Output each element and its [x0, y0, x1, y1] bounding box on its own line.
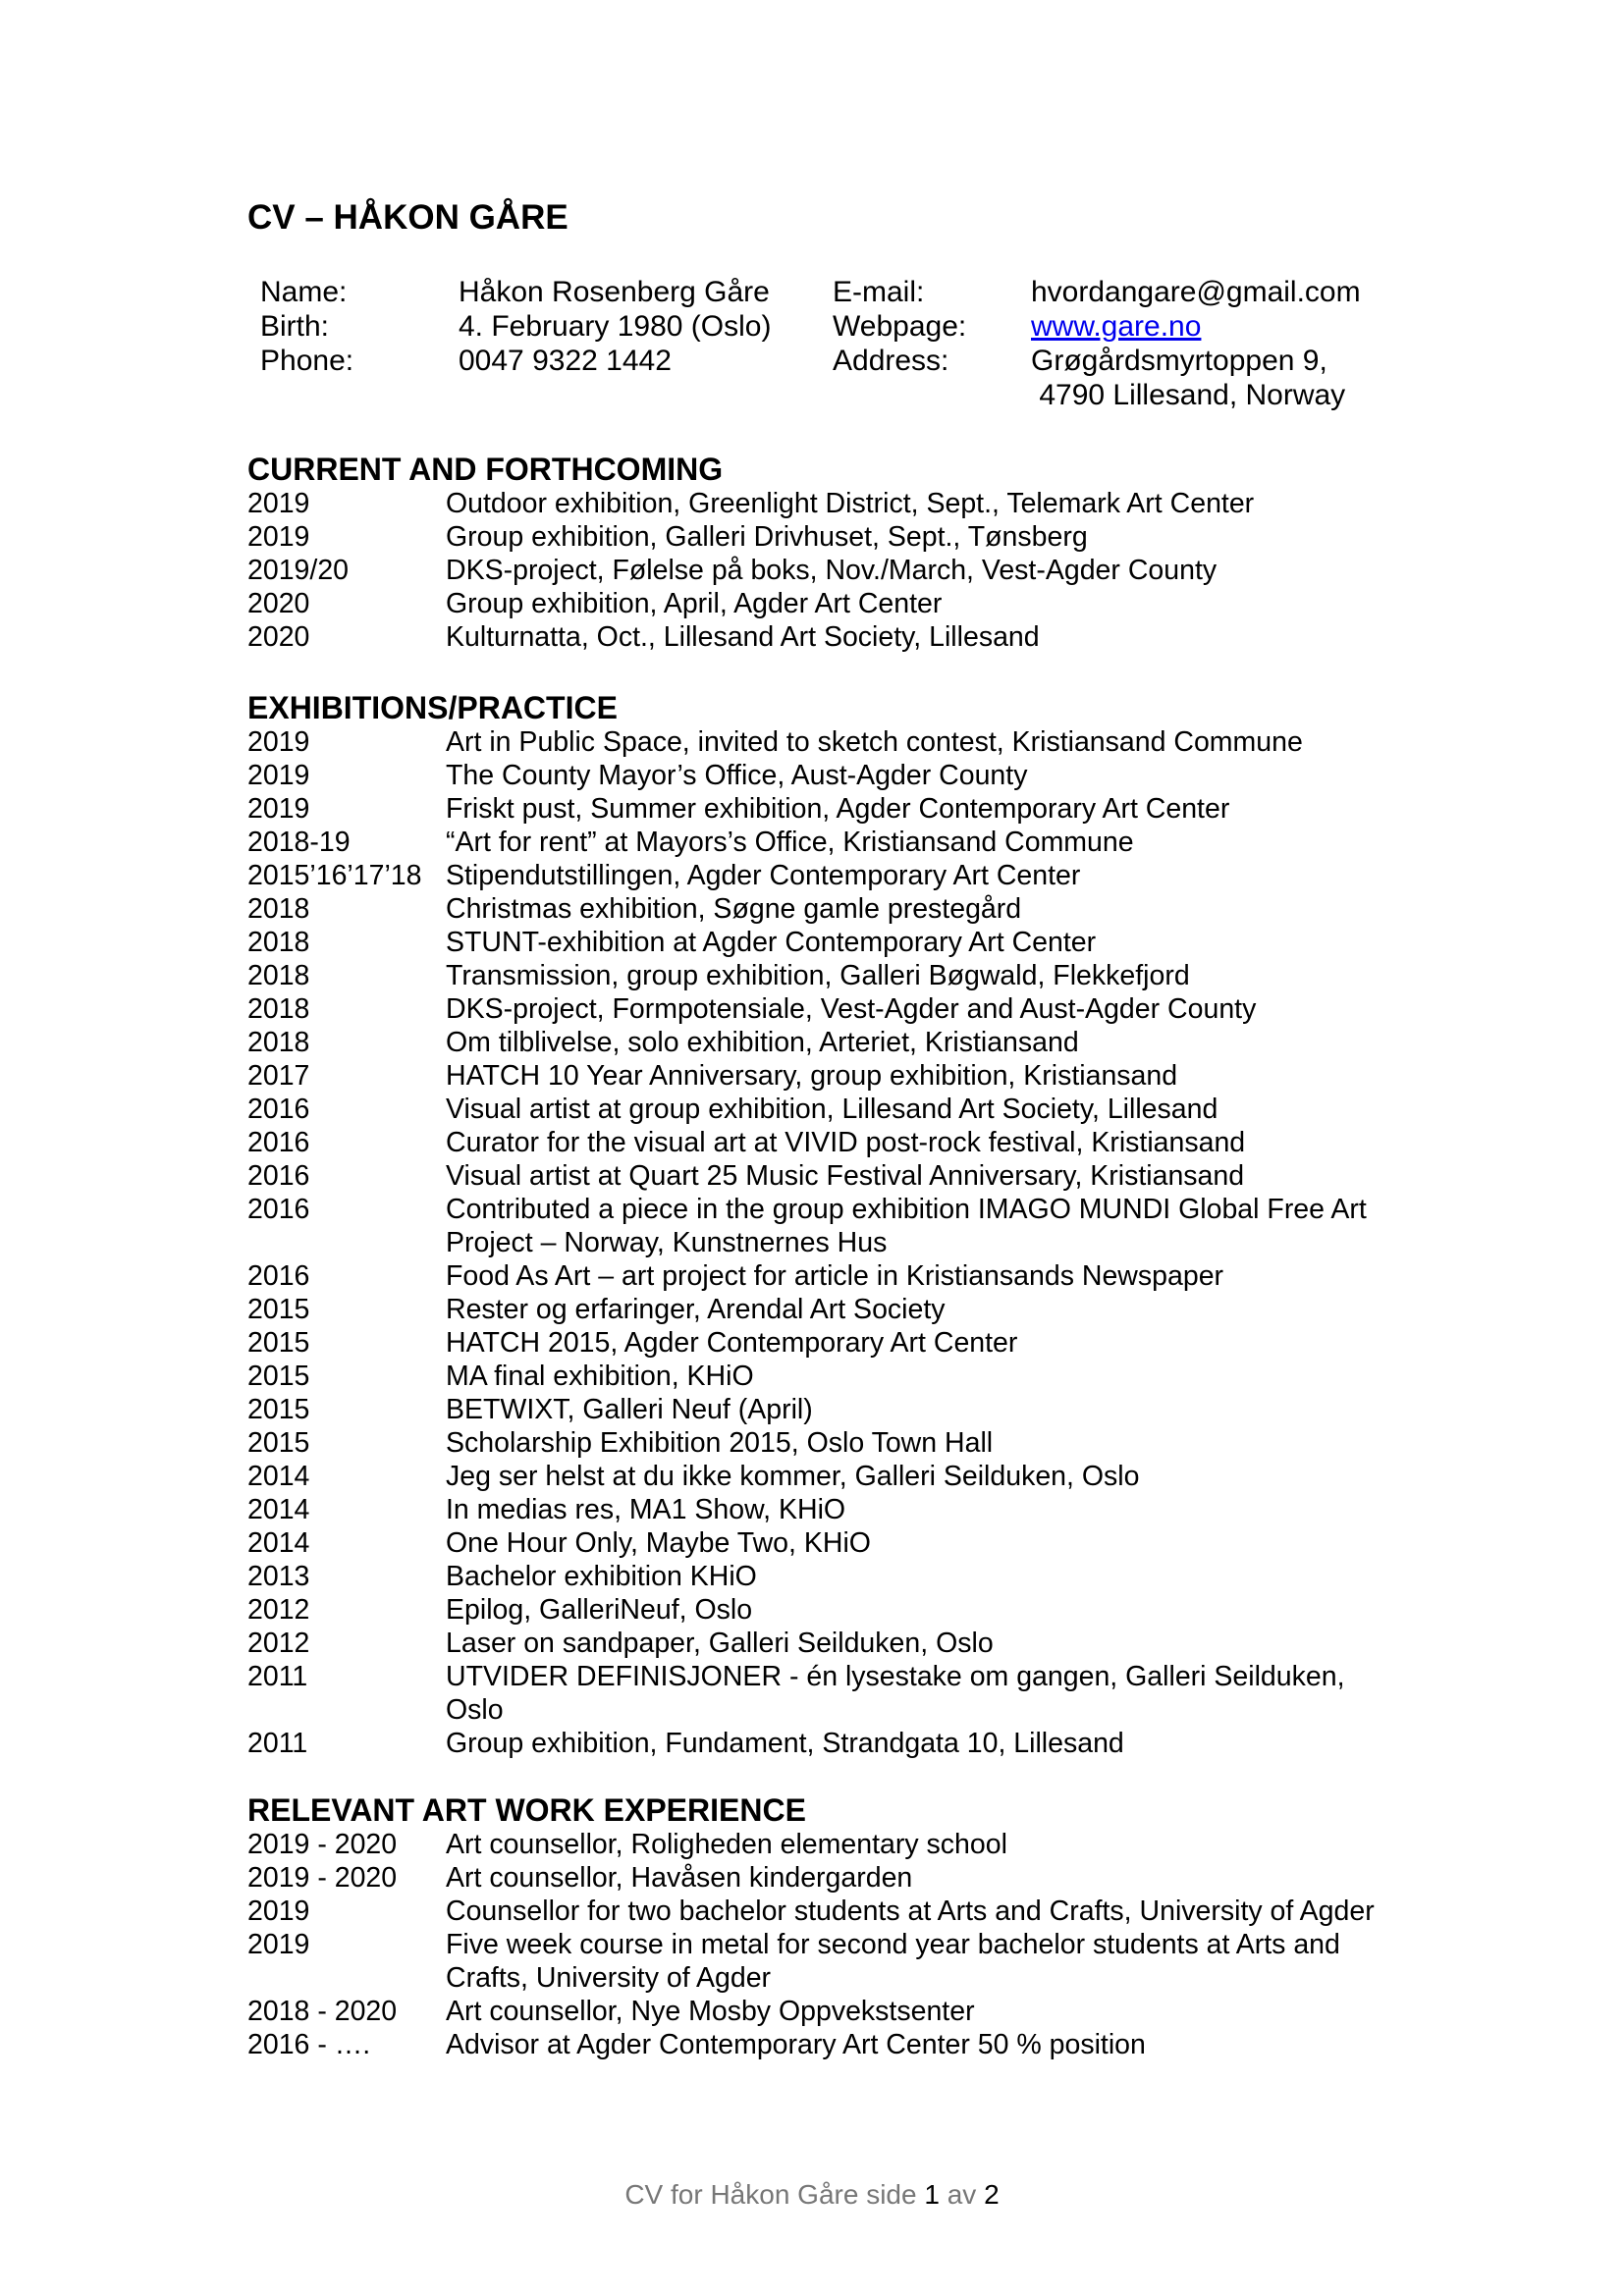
list-item: [247, 1360, 1406, 1393]
entry-description: Rester og erfaringer, Arendal Art Society: [446, 1294, 946, 1325]
entry-year: 2019: [247, 726, 310, 758]
entry-year: 2018: [247, 927, 310, 958]
page-footer: [0, 2179, 1624, 2211]
entry-description: Outdoor exhibition, Greenlight District, Sept., Telemark Art Center: [446, 488, 1255, 519]
entry-year: 2011: [247, 1661, 308, 1692]
section-work-experience: [247, 1792, 1406, 2061]
entry-list: [247, 487, 1406, 654]
list-item: [247, 1526, 1406, 1560]
section-exhibitions-practice: [247, 690, 1406, 1760]
list-item: [247, 1928, 1406, 1995]
list-item: [247, 1727, 1406, 1760]
entry-description: Bachelor exhibition KHiO: [446, 1561, 757, 1592]
entry-description: HATCH 10 Year Anniversary, group exhibition, Kristiansand: [446, 1060, 1178, 1092]
entry-year: 2016: [247, 1260, 310, 1292]
entry-description: Art counsellor, Nye Mosby Oppvekstsenter: [446, 1996, 975, 2027]
entry-year: 2019: [247, 488, 310, 519]
list-item: [247, 926, 1406, 959]
entry-description: Group exhibition, Galleri Drivhuset, Sept., Tønsberg: [446, 521, 1088, 553]
address-label: Address:: [833, 345, 949, 377]
section-heading: RELEVANT ART WORK EXPERIENCE: [247, 1792, 806, 1828]
entry-description: In medias res, MA1 Show, KHiO: [446, 1494, 846, 1525]
document-title: CV – HÅKON GÅRE: [247, 198, 568, 237]
phone-value: 0047 9322 1442: [459, 345, 672, 377]
entry-year: 2017: [247, 1060, 310, 1092]
list-item: [247, 1895, 1406, 1928]
entry-year: 2019/20: [247, 555, 350, 586]
birth-value: 4. February 1980 (Oslo): [459, 310, 772, 343]
list-item: [247, 1293, 1406, 1326]
list-item: [247, 1560, 1406, 1593]
entry-year: 2016: [247, 1094, 310, 1125]
entry-description: Visual artist at Quart 25 Music Festival Anniversary, Kristiansand: [446, 1160, 1245, 1192]
entry-description: Transmission, group exhibition, Galleri Bøgwald, Flekkefjord: [446, 960, 1190, 991]
entry-description: Advisor at Agder Contemporary Art Center 50 % position: [446, 2029, 1146, 2060]
list-item: [247, 1493, 1406, 1526]
entry-year: 2019: [247, 793, 310, 825]
list-item: [247, 859, 1406, 892]
entry-year: 2018: [247, 1027, 310, 1058]
entry-description: HATCH 2015, Agder Contemporary Art Center: [446, 1327, 1018, 1359]
entry-year: 2019: [247, 1896, 310, 1927]
entry-description: Laser on sandpaper, Galleri Seilduken, Oslo: [446, 1628, 994, 1659]
webpage-link[interactable]: www.gare.no: [1031, 310, 1202, 343]
list-item: [247, 892, 1406, 926]
entry-description: Visual artist at group exhibition, Lillesand Art Society, Lillesand: [446, 1094, 1218, 1125]
list-item: [247, 1393, 1406, 1426]
birth-label: Birth:: [260, 310, 330, 343]
entry-year: 2015: [247, 1294, 310, 1325]
entry-year: 2019 - 2020: [247, 1829, 398, 1860]
entry-description: Art in Public Space, invited to sketch contest, Kristiansand Commune: [446, 726, 1303, 758]
address-line-2: 4790 Lillesand, Norway: [1031, 379, 1346, 411]
entry-year: 2018-19: [247, 827, 351, 858]
entry-year: 2012: [247, 1628, 310, 1659]
entry-description: Stipendutstillingen, Agder Contemporary Art Center: [446, 860, 1081, 891]
name-label: Name:: [260, 276, 348, 308]
section-heading: CURRENT AND FORTHCOMING: [247, 452, 724, 487]
email-label: E-mail:: [833, 276, 925, 308]
entry-year: 2018: [247, 893, 310, 925]
list-item: [247, 1059, 1406, 1093]
list-item: [247, 1861, 1406, 1895]
entry-description: MA final exhibition, KHiO: [446, 1361, 754, 1392]
entry-description: DKS-project, Følelse på boks, Nov./March, Vest-Agder County: [446, 555, 1218, 586]
entry-year: 2019: [247, 521, 310, 553]
list-item: [247, 1326, 1406, 1360]
list-item: [247, 1093, 1406, 1126]
webpage-label: Webpage:: [833, 310, 967, 343]
entry-description: UTVIDER DEFINISJONER - én lysestake om gangen, Galleri Seilduken, Oslo: [446, 1661, 1345, 1726]
entry-year: 2011: [247, 1728, 308, 1759]
list-item: [247, 1660, 1406, 1727]
entry-year: 2018: [247, 960, 310, 991]
entry-year: 2013: [247, 1561, 310, 1592]
address-line-1: Grøgårdsmyrtoppen 9,: [1031, 345, 1327, 377]
list-item: [247, 1426, 1406, 1460]
list-item: [247, 1026, 1406, 1059]
entry-description: Scholarship Exhibition 2015, Oslo Town Hall: [446, 1427, 994, 1459]
list-item: [247, 1460, 1406, 1493]
email-value: hvordangare@gmail.com: [1031, 276, 1361, 308]
entry-year: 2016: [247, 1194, 310, 1225]
entry-year: 2020: [247, 588, 310, 619]
entry-year: 2019 - 2020: [247, 1862, 398, 1894]
entry-list: [247, 1828, 1406, 2061]
list-item: [247, 1828, 1406, 1861]
list-item: [247, 620, 1406, 654]
list-item: [247, 1995, 1406, 2028]
entry-list: [247, 725, 1406, 1760]
list-item: [247, 1193, 1406, 1259]
entry-description: The County Mayor’s Office, Aust-Agder County: [446, 760, 1028, 791]
entry-year: 2019: [247, 1929, 310, 1960]
entry-description: Christmas exhibition, Søgne gamle prestegård: [446, 893, 1022, 925]
list-item: [247, 487, 1406, 520]
footer-middle: av: [939, 2179, 985, 2210]
entry-year: 2015: [247, 1394, 310, 1425]
entry-description: Contributed a piece in the group exhibition IMAGO MUNDI Global Free Art Project – Norway, Kunstnernes Hus: [446, 1194, 1367, 1258]
entry-year: 2015’16’17’18: [247, 860, 422, 891]
list-item: [247, 1593, 1406, 1627]
entry-description: Group exhibition, April, Agder Art Center: [446, 588, 943, 619]
entry-year: 2016: [247, 1160, 310, 1192]
list-item: [247, 1126, 1406, 1159]
list-item: [247, 1627, 1406, 1660]
phone-label: Phone:: [260, 345, 354, 377]
entry-year: 2019: [247, 760, 310, 791]
entry-description: Kulturnatta, Oct., Lillesand Art Society, Lillesand: [446, 621, 1040, 653]
entry-description: Curator for the visual art at VIVID post-rock festival, Kristiansand: [446, 1127, 1246, 1158]
list-item: [247, 587, 1406, 620]
entry-year: 2016 - ….: [247, 2029, 371, 2060]
entry-year: 2018: [247, 993, 310, 1025]
entry-year: 2018 - 2020: [247, 1996, 398, 2027]
footer-page-number: 1: [924, 2179, 940, 2210]
name-value: Håkon Rosenberg Gåre: [459, 276, 770, 308]
entry-year: 2012: [247, 1594, 310, 1626]
entry-description: One Hour Only, Maybe Two, KHiO: [446, 1527, 871, 1559]
section-current-forthcoming: [247, 452, 1406, 654]
entry-description: Food As Art – art project for article in Kristiansands Newspaper: [446, 1260, 1224, 1292]
footer-prefix: CV for Håkon Gåre side: [624, 2179, 925, 2210]
list-item: [247, 826, 1406, 859]
entry-description: “Art for rent” at Mayors’s Office, Kristiansand Commune: [446, 827, 1134, 858]
list-item: [247, 725, 1406, 759]
entry-description: Group exhibition, Fundament, Strandgata 10, Lillesand: [446, 1728, 1124, 1759]
list-item: [247, 959, 1406, 992]
list-item: [247, 759, 1406, 792]
list-item: [247, 1159, 1406, 1193]
entry-description: Art counsellor, Roligheden elementary school: [446, 1829, 1007, 1860]
entry-description: Counsellor for two bachelor students at Arts and Crafts, University of Agder: [446, 1896, 1375, 1927]
list-item: [247, 792, 1406, 826]
entry-description: Friskt pust, Summer exhibition, Agder Contemporary Art Center: [446, 793, 1230, 825]
entry-year: 2014: [247, 1494, 310, 1525]
entry-year: 2015: [247, 1361, 310, 1392]
entry-year: 2015: [247, 1427, 310, 1459]
entry-description: DKS-project, Formpotensiale, Vest-Agder and Aust-Agder County: [446, 993, 1257, 1025]
list-item: [247, 2028, 1406, 2061]
section-heading: EXHIBITIONS/PRACTICE: [247, 690, 618, 725]
list-item: [247, 992, 1406, 1026]
entry-description: Art counsellor, Havåsen kindergarden: [446, 1862, 913, 1894]
footer-page-total: 2: [984, 2179, 1000, 2210]
list-item: [247, 554, 1406, 587]
entry-description: Om tilblivelse, solo exhibition, Arteriet, Kristiansand: [446, 1027, 1079, 1058]
entry-year: 2016: [247, 1127, 310, 1158]
entry-description: BETWIXT, Galleri Neuf (April): [446, 1394, 813, 1425]
entry-description: Jeg ser helst at du ikke kommer, Galleri Seilduken, Oslo: [446, 1461, 1140, 1492]
entry-year: 2015: [247, 1327, 310, 1359]
list-item: [247, 1259, 1406, 1293]
entry-year: 2014: [247, 1461, 310, 1492]
entry-year: 2014: [247, 1527, 310, 1559]
entry-year: 2020: [247, 621, 310, 653]
entry-description: Five week course in metal for second year bachelor students at Arts and Crafts, University of Agder: [446, 1929, 1340, 1994]
entry-description: Epilog, GalleriNeuf, Oslo: [446, 1594, 753, 1626]
entry-description: STUNT-exhibition at Agder Contemporary Art Center: [446, 927, 1097, 958]
list-item: [247, 520, 1406, 554]
